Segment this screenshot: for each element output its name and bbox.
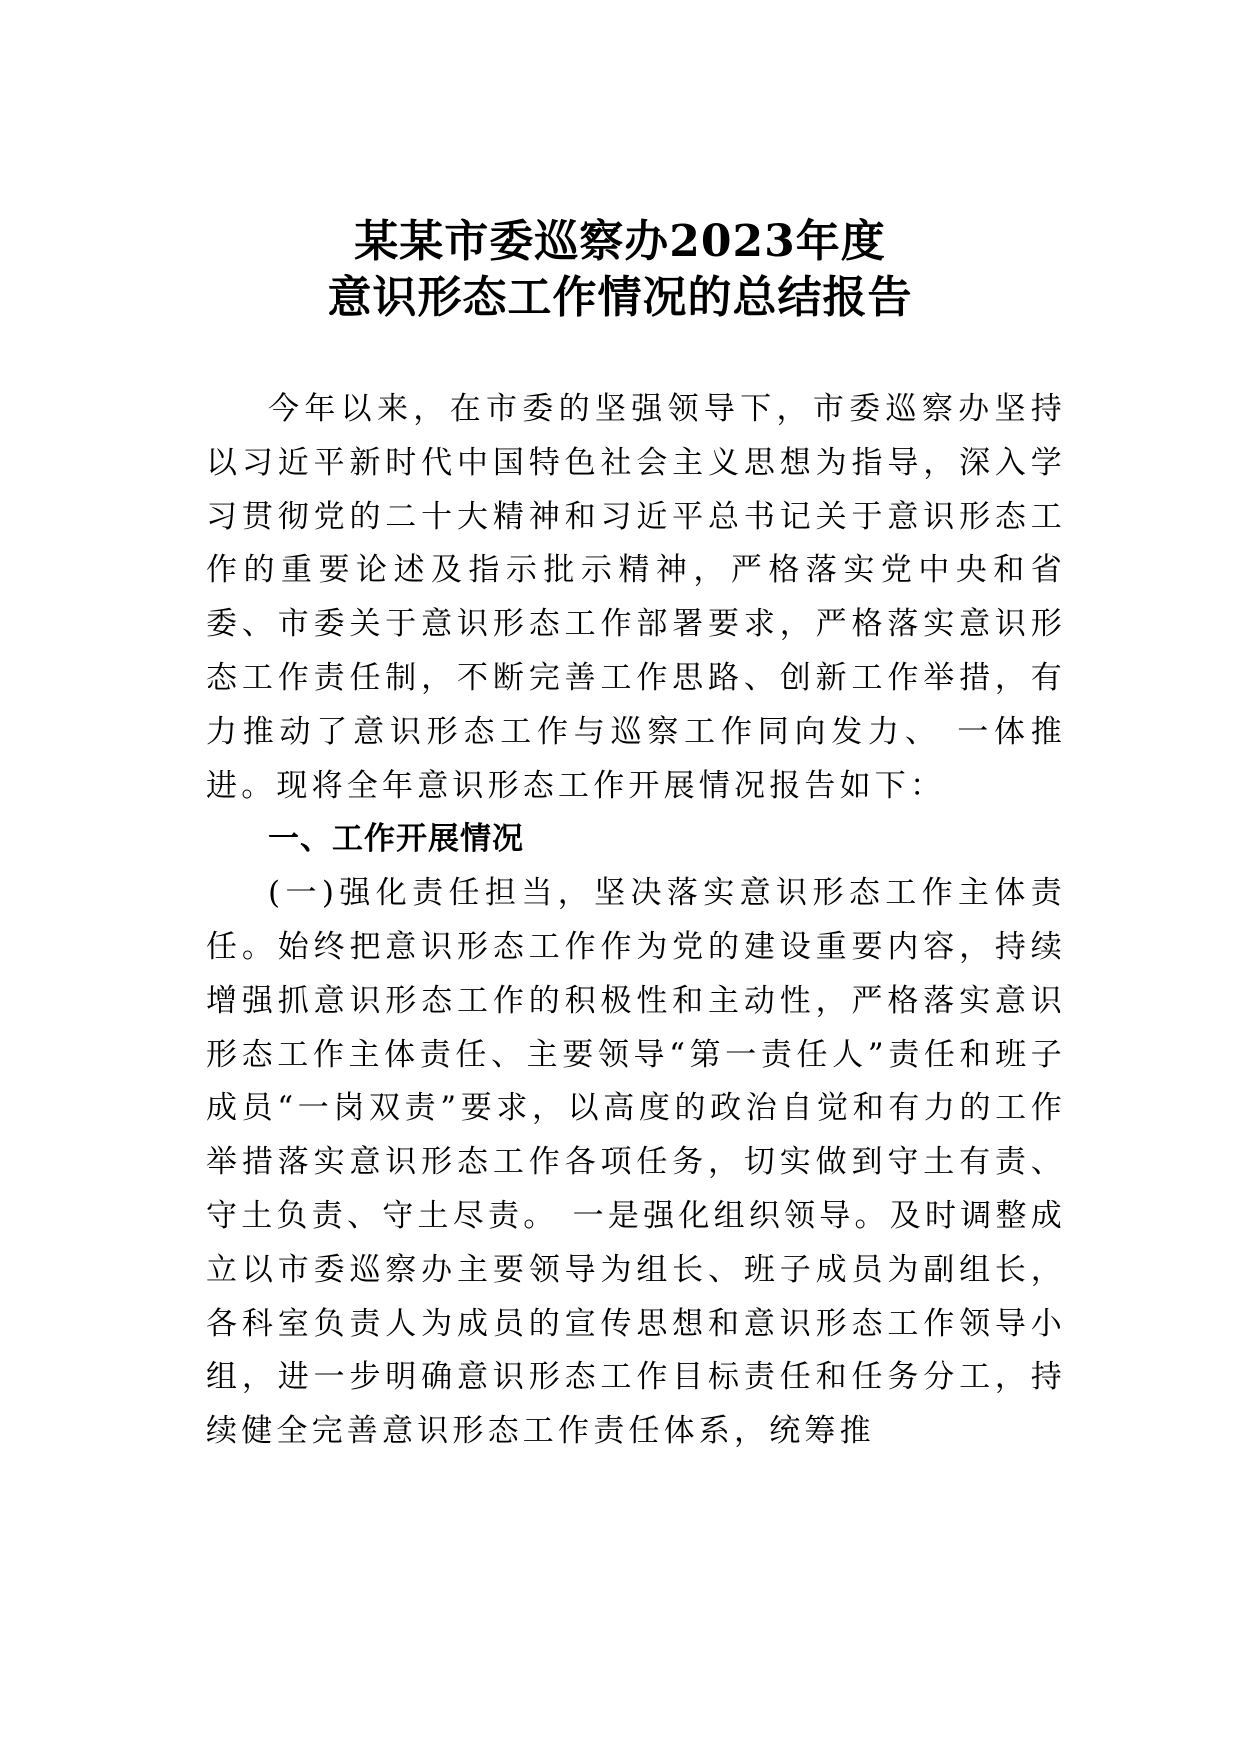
document-title — [0, 214, 1240, 326]
title-line-2: 意识形态工作情况的总结报告 — [327, 272, 913, 323]
section-1-paragraph: (一)强化责任担当，坚决落实意识形态工作主体责任。始终把意识形态工作作为党的建设重要内容，持续增强抓意识形态工作的积极性和主动性，严格落实意识形态工作主体责任、主要领导“第一责任人”责任和班子成员“一岗双责”要求，以高度的政治自觉和有力的工作举措落实意识形态工作各项任务，切实做到守土有责、守土负责、守土尽责。 一是强化组织领导。及时调整成立以市委巡察办主要领导为组长、班子成员为副组长，各科室负责人为成员的宣传思想和意识形态工作领导小组，进一步明确意识形态工作目标责任和任务分工，持续健全完善意识形态工作责任体系，统筹推 — [206, 875, 1066, 1450]
document-body — [206, 383, 1066, 1459]
title-line-1: 某某市委巡察办2023年度 — [354, 216, 886, 267]
intro-paragraph: 今年以来，在市委的坚强领导下，市委巡察办坚持以习近平新时代中国特色社会主义思想为指导，深入学习贯彻党的二十大精神和习近平总书记关于意识形态工作的重要论述及指示批示精神，严格落实党中央和省委、市委关于意识形态工作部署要求，严格落实意识形态工作责任制，不断完善工作思路、创新工作举措，有力推动了意识形态工作与巡察工作同向发力、 一体推进。现将全年意识形态工作开展情况报告如下： — [206, 391, 1066, 804]
section-heading-1: 一、工作开展情况 — [268, 821, 524, 858]
